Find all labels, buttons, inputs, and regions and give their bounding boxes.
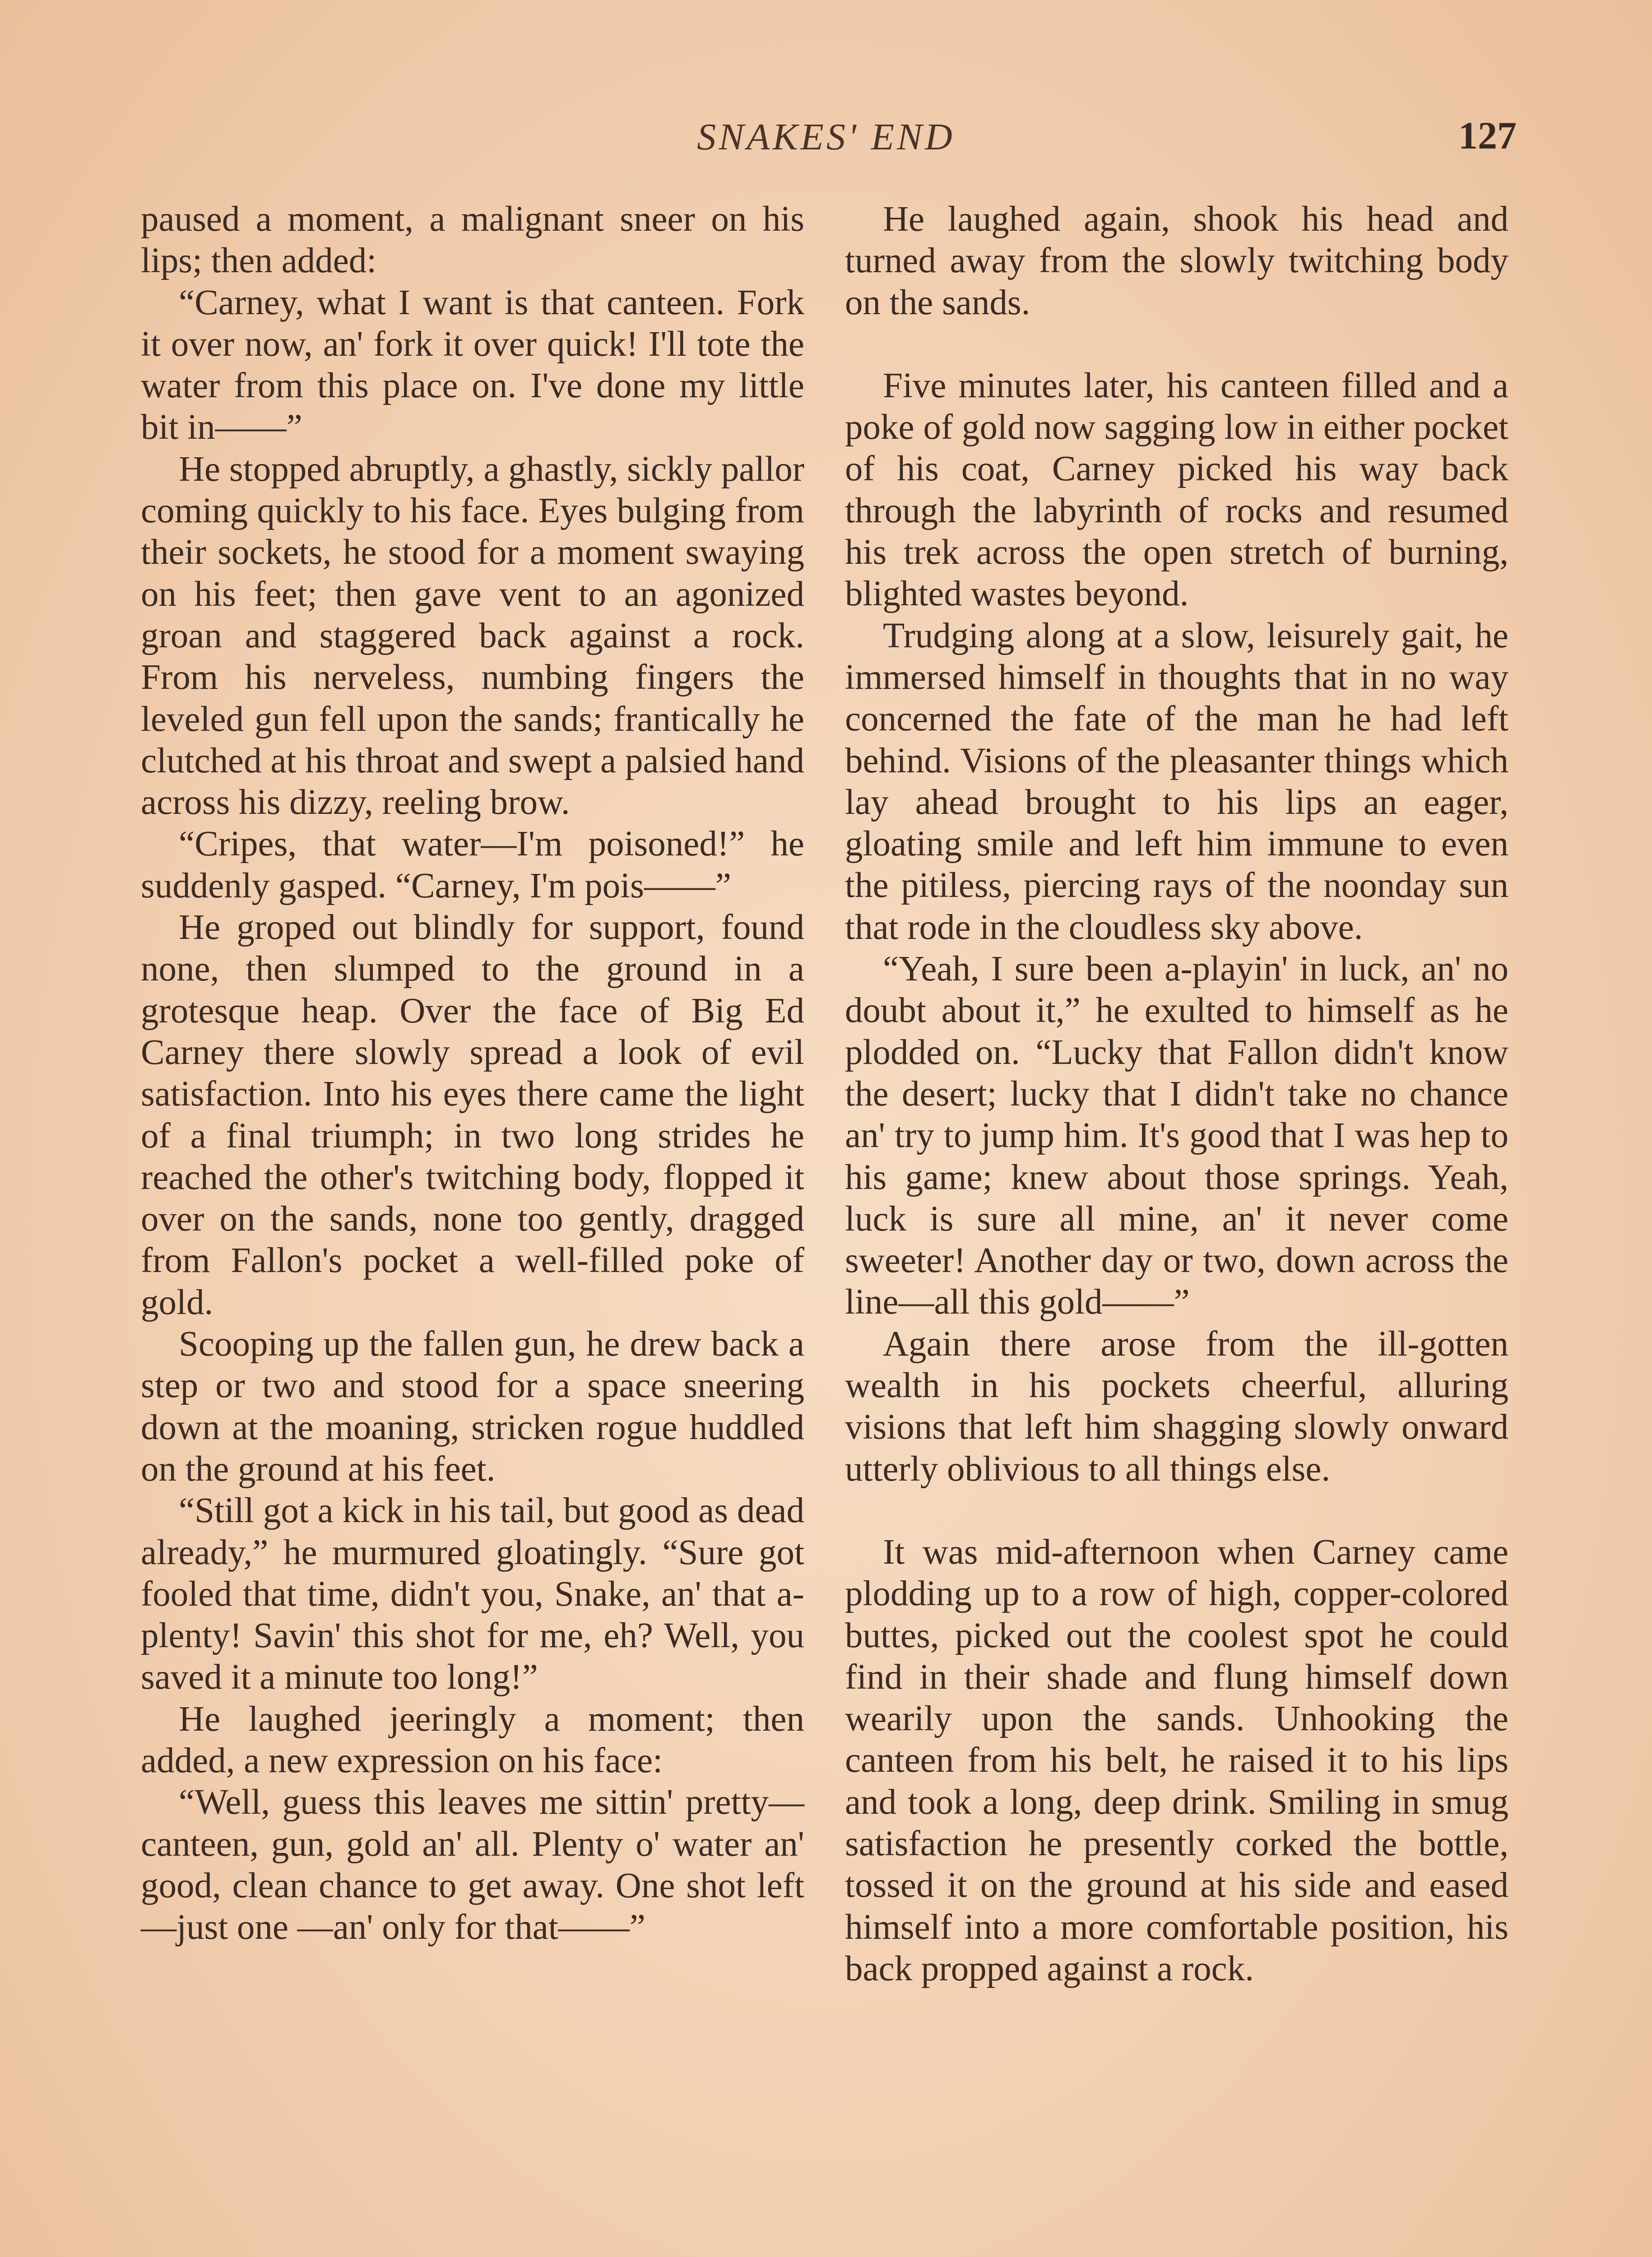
paragraph: He laughed again, shook his head and turned away from the slowly twitching body on the sands. xyxy=(845,200,1508,322)
paragraph: It was mid-afternoon when Carney came plodding up to a row of high, copper-colored buttes, picked out the coolest spot he could find in their shade and flung himself down wearily upon the sands. Unhooking the canteen from his belt, he raised it to his lips and took a long, deep drink. Smiling in smug satisfaction he presently corked the bottle, tossed it on the ground at his side and eased himself into a more comfortable position, his back propped against a rock. xyxy=(845,1532,1508,1988)
paragraph: “Still got a kick in his tail, but good as dead already,” he murmured gloatingly. “Sure got fooled that time, didn't you, Snake, an' that a-plenty! Savin' this shot for me, eh? Well, you saved it a minute too long!” xyxy=(141,1491,804,1697)
left-column xyxy=(141,199,804,1948)
page-number: 127 xyxy=(1458,114,1517,157)
right-column xyxy=(845,199,1508,1990)
running-head-title: SNAKES' END xyxy=(697,116,955,158)
paragraph: paused a moment, a malignant sneer on his lips; then added: xyxy=(141,200,804,281)
paragraph: “Carney, what I want is that canteen. Fork it over now, an' fork it over quick! I'll tote the water from this place on. I've done my little bit in——” xyxy=(141,283,804,447)
paragraph: “Cripes, that water—I'm poisoned!” he suddenly gasped. “Carney, I'm pois——” xyxy=(141,824,804,906)
paragraph: He groped out blindly for support, found none, then slumped to the ground in a grotesque heap. Over the face of Big Ed Carney there slowly spread a look of evil satisfaction. Into his eyes there came the light of a final triumph; in two long strides he reached the other's twitching body, flopped it over on the sands, none too gently, dragged from Fallon's pocket a well-filled poke of gold. xyxy=(141,908,804,1322)
paragraph: Again there arose from the ill-gotten wealth in his pockets cheerful, alluring visions that left him shagging slowly onward utterly oblivious to all things else. xyxy=(845,1324,1508,1489)
section-break xyxy=(845,1490,1508,1532)
section-break xyxy=(845,324,1508,365)
paragraph: He stopped abruptly, a ghastly, sickly pallor coming quickly to his face. Eyes bulging from their sockets, he stood for a moment swaying on his feet; then gave vent to an agonized groan and staggered back against a rock. From his nerveless, numbing fingers the leveled gun fell upon the sands; frantically he clutched at his throat and swept a palsied hand across his dizzy, reeling brow. xyxy=(141,449,804,822)
paragraph: Five minutes later, his canteen filled and a poke of gold now sagging low in either pocket of his coat, Carney picked his way back through the labyrinth of rocks and resumed his trek across the open stretch of burning, blighted wastes beyond. xyxy=(845,366,1508,614)
paragraph: “Well, guess this leaves me sittin' pretty—canteen, gun, gold an' all. Plenty o' water an' good, clean chance to get away. One shot left—just one —an' only for that——” xyxy=(141,1783,804,1947)
paragraph: He laughed jeeringly a moment; then added, a new expression on his face: xyxy=(141,1699,804,1780)
paragraph: Scooping up the fallen gun, he drew back a step or two and stood for a space sneering down at the moaning, stricken rogue huddled on the ground at his feet. xyxy=(141,1324,804,1489)
paragraph: Trudging along at a slow, leisurely gait, he immersed himself in thoughts that in no way concerned the fate of the man he had left behind. Visions of the pleasanter things which lay ahead brought to his lips an eager, gloating smile and left him immune to even the pitiless, piercing rays of the noonday sun that rode in the cloudless sky above. xyxy=(845,616,1508,947)
paragraph: “Yeah, I sure been a-playin' in luck, an' no doubt about it,” he exulted to himself as he plodded on. “Lucky that Fallon didn't know the desert; lucky that I didn't take no chance an' try to jump him. It's good that I was hep to his game; knew about those springs. Yeah, luck is sure all mine, an' it never come sweeter! Another day or two, down across the line—all this gold——” xyxy=(845,949,1508,1322)
